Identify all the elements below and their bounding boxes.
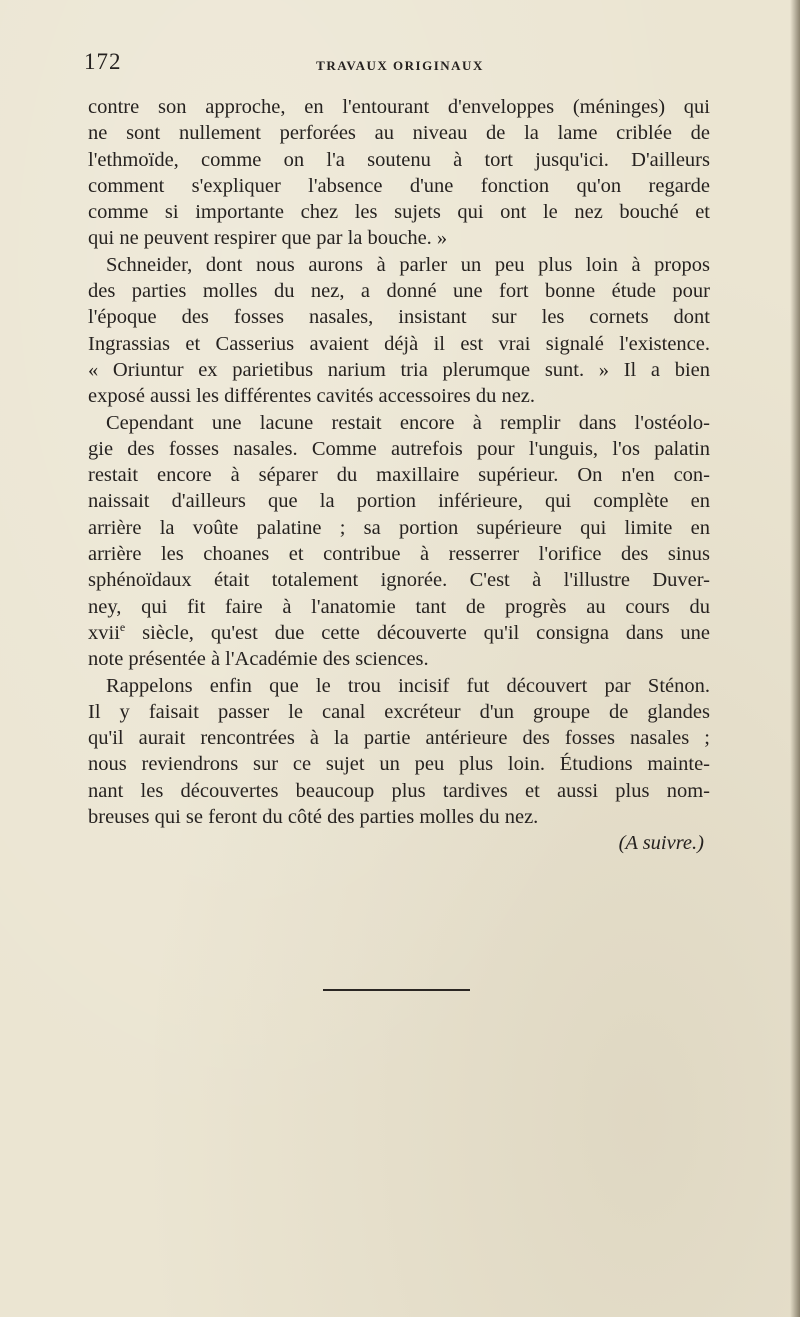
- body-text: [88, 94, 710, 857]
- text-line: restait encore à séparer du maxillaire supérieur. On n'en con-: [88, 464, 710, 487]
- text-line: qu'il aurait rencontrées à la partie antérieure des fosses nasales ;: [88, 727, 710, 750]
- text-line: comment s'expliquer l'absence d'une fonction qu'on regarde: [88, 174, 710, 197]
- text-line: contre son approche, en l'entourant d'enveloppes (méninges) qui: [88, 96, 710, 118]
- text-line: Rappelons enfin que le trou incisif fut découvert par Sténon.: [106, 674, 710, 697]
- text-line: breuses qui se feront du côté des parties molles du nez.: [88, 806, 539, 829]
- text-line: des parties molles du nez, a donné une fort bonne étude pour: [88, 280, 710, 303]
- text-line: ne sont nullement perforées au niveau de la lame criblée de: [88, 122, 710, 145]
- text-line: arrière les choanes et contribue à resserrer l'orifice des sinus: [88, 543, 710, 566]
- superscript: e: [119, 619, 126, 634]
- text-line: Ingrassias et Casserius avaient déjà il est vrai signalé l'existence.: [88, 332, 710, 355]
- text-line: comme si importante chez les sujets qui ont le nez bouché et: [88, 201, 710, 224]
- text-line: « Oriuntur ex parietibus narium tria plerumque sunt. » Il a bien: [88, 358, 710, 381]
- text-line: Schneider, dont nous aurons à parler un peu plus loin à propos: [106, 253, 710, 276]
- text-line: nant les découvertes beaucoup plus tardives et aussi plus nom-: [88, 779, 710, 802]
- text-line: naissait d'ailleurs que la portion inférieure, qui complète en: [88, 490, 710, 513]
- closing-note: (A suivre.): [618, 832, 704, 855]
- text-line: l'époque des fosses nasales, insistant sur les cornets dont: [88, 306, 710, 329]
- page-edge-shadow: [790, 0, 800, 1317]
- text-line: l'ethmoïde, comme on l'a soutenu à tort jusqu'ici. D'ailleurs: [88, 148, 710, 171]
- text-line: nous reviendrons sur ce sujet un peu plus loin. Étudions mainte-: [88, 753, 710, 776]
- text-line: Cependant une lacune restait encore à remplir dans l'ostéolo-: [106, 411, 710, 434]
- text-line: note présentée à l'Académie des sciences.: [88, 648, 429, 671]
- text-line: gie des fosses nasales. Comme autrefois pour l'unguis, l'os palatin: [88, 437, 710, 460]
- text-line: ney, qui fit faire à l'anatomie tant de progrès au cours du: [88, 595, 710, 618]
- text-line: arrière la voûte palatine ; sa portion supérieure qui limite en: [88, 516, 710, 539]
- text-line: Il y faisait passer le canal excréteur d'un groupe de glandes: [88, 700, 710, 723]
- text-line: qui ne peuvent respirer que par la bouche. »: [88, 227, 448, 250]
- text-line: exposé aussi les différentes cavités accessoires du nez.: [88, 385, 536, 408]
- page-number: 172: [84, 49, 122, 74]
- text-line: sphénoïdaux était totalement ignorée. C'est à l'illustre Duver-: [88, 569, 710, 592]
- text-line: [88, 620, 710, 646]
- horizontal-rule: [323, 989, 470, 991]
- text-line-rest: siècle, qu'est due cette découverte qu'il consigna dans une: [125, 621, 710, 644]
- century-numeral: xvii: [88, 621, 120, 644]
- running-head: TRAVAUX ORIGINAUX: [316, 58, 484, 73]
